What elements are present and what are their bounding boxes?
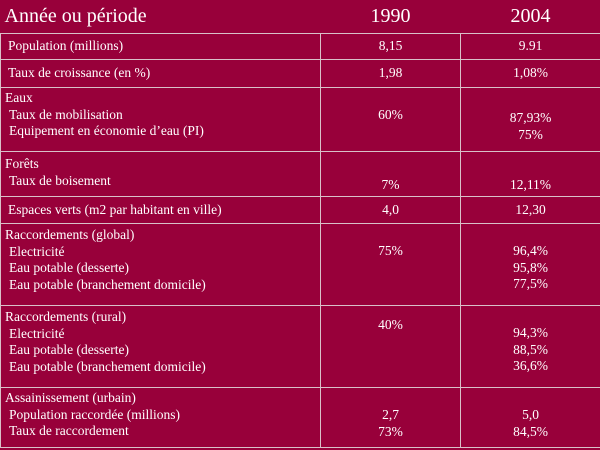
value-assainissement-pop-1990: 2,7 bbox=[382, 407, 399, 422]
row-label-assainissement bbox=[1, 388, 321, 448]
racc-global-title: Raccordements (global) bbox=[5, 227, 135, 242]
value-racc-global-desserte-2004: 95,8% bbox=[513, 259, 548, 275]
header-row bbox=[1, 0, 600, 34]
racc-global-desserte-label: Eau potable (desserte) bbox=[9, 260, 129, 275]
table-row bbox=[1, 34, 600, 60]
value-racc-global-elec-2004: 96,4% bbox=[513, 243, 548, 258]
header-1990: 1990 bbox=[370, 5, 411, 27]
value-racc-rural-desserte-2004: 88,5% bbox=[513, 341, 548, 357]
value-croissance-2004: 1,08% bbox=[461, 60, 600, 88]
value-eaux-mobilisation-2004: 87,93% bbox=[509, 110, 552, 125]
assainissement-title: Assainissement (urbain) bbox=[5, 390, 136, 405]
racc-rural-branchement-label: Eau potable (branchement domicile) bbox=[9, 358, 206, 374]
value-racc-rural-2004 bbox=[461, 306, 600, 388]
value-assainissement-1990 bbox=[321, 388, 461, 448]
value-racc-rural-branch-2004: 36,6% bbox=[513, 358, 548, 373]
value-eaux-1990: 60% bbox=[321, 88, 461, 152]
value-assainissement-taux-1990: 73% bbox=[378, 423, 403, 439]
value-eaux-equipement-2004: 75% bbox=[518, 126, 543, 142]
value-forets-2004: 12,11% bbox=[461, 152, 600, 197]
racc-global-branchement-label: Eau potable (branchement domicile) bbox=[9, 276, 206, 292]
racc-global-elec-label: Electricité bbox=[9, 243, 65, 259]
eaux-title: Eaux bbox=[5, 90, 33, 105]
value-assainissement-taux-2004: 84,5% bbox=[513, 423, 548, 439]
table-row bbox=[1, 224, 600, 306]
value-racc-rural-elec-2004: 94,3% bbox=[513, 325, 548, 340]
row-label-forets bbox=[1, 152, 321, 197]
table-row bbox=[1, 306, 600, 388]
value-racc-global-branch-2004: 77,5% bbox=[513, 276, 548, 291]
value-population-2004: 9.91 bbox=[461, 34, 600, 60]
eaux-mobilisation-label: Taux de mobilisation bbox=[9, 106, 123, 122]
assainissement-population-label: Population raccordée (millions) bbox=[9, 406, 180, 422]
value-assainissement-pop-2004: 5,0 bbox=[522, 407, 539, 422]
value-racc-global-1990: 75% bbox=[321, 224, 461, 306]
row-label-eaux bbox=[1, 88, 321, 152]
value-population-1990: 8,15 bbox=[321, 34, 461, 60]
row-label-racc-global bbox=[1, 224, 321, 306]
value-eaux-2004 bbox=[461, 88, 600, 152]
value-espaces-2004: 12,30 bbox=[461, 197, 600, 224]
table-row bbox=[1, 388, 600, 448]
assainissement-taux-label: Taux de raccordement bbox=[9, 423, 129, 438]
table-row bbox=[1, 197, 600, 224]
racc-rural-desserte-label: Eau potable (desserte) bbox=[9, 342, 129, 357]
table-row bbox=[1, 88, 600, 152]
row-label-croissance: Taux de croissance (en %) bbox=[1, 60, 321, 88]
forets-boisement-label: Taux de boisement bbox=[9, 172, 111, 188]
value-espaces-1990: 4,0 bbox=[321, 197, 461, 224]
eaux-equipement-label: Equipement en économie d’eau (PI) bbox=[9, 123, 204, 138]
row-label-espaces: Espaces verts (m2 par habitant en ville) bbox=[1, 197, 321, 224]
value-croissance-1990: 1,98 bbox=[321, 60, 461, 88]
header-period: Année ou période bbox=[4, 5, 147, 27]
value-forets-1990: 7% bbox=[321, 152, 461, 197]
forets-title: Forêts bbox=[5, 156, 39, 171]
value-racc-global-2004 bbox=[461, 224, 600, 306]
table-row bbox=[1, 60, 600, 88]
value-assainissement-2004 bbox=[461, 388, 600, 448]
row-label-population: Population (millions) bbox=[1, 34, 321, 60]
header-2004: 2004 bbox=[510, 5, 551, 27]
table-row bbox=[1, 152, 600, 197]
row-label-racc-rural bbox=[1, 306, 321, 388]
value-racc-rural-1990: 40% bbox=[321, 306, 461, 388]
racc-rural-title: Raccordements (rural) bbox=[5, 309, 127, 324]
racc-rural-elec-label: Electricité bbox=[9, 325, 65, 341]
